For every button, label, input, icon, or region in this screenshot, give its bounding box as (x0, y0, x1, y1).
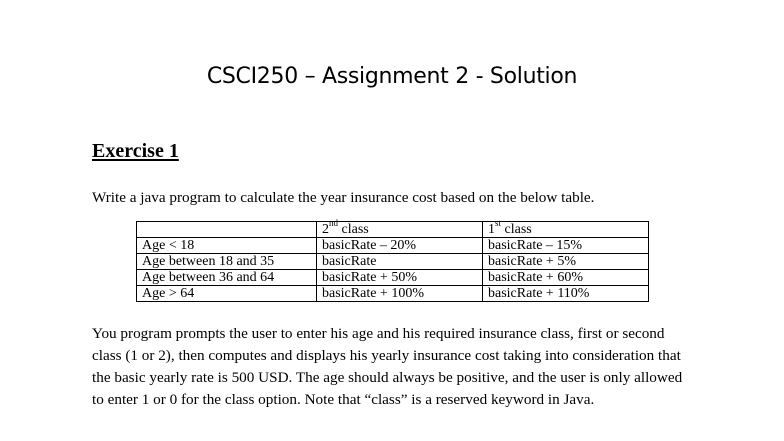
header-first-class-label: class (501, 222, 532, 237)
header-second-class-number: 2 (322, 222, 329, 237)
description-line: You program prompts the user to enter his age and his required insurance class, first or second (92, 325, 665, 342)
table-header-first-class (483, 218, 649, 238)
age-range-cell: Age between 36 and 64 (137, 270, 317, 286)
table-row (137, 270, 649, 286)
task-prompt: Write a java program to calculate the year insurance cost based on the below table. (92, 189, 595, 206)
exercise-heading: Exercise 1 (92, 140, 179, 162)
age-range-cell: Age < 18 (137, 238, 317, 254)
table-row (137, 238, 649, 254)
second-class-rate-cell: basicRate + 50% (317, 270, 483, 286)
exercise-description (92, 323, 722, 411)
age-range-cell: Age > 64 (137, 286, 317, 302)
header-first-class-suffix: st (495, 218, 502, 229)
table-header-empty-cell (137, 222, 317, 238)
table-row (137, 286, 649, 302)
table-header-second-class (317, 218, 483, 238)
second-class-rate-cell: basicRate – 20% (317, 238, 483, 254)
second-class-rate-cell: basicRate (317, 254, 483, 270)
header-second-class-suffix: nd (329, 218, 338, 229)
age-range-cell: Age between 18 and 35 (137, 254, 317, 270)
insurance-rate-table (136, 218, 649, 302)
first-class-rate-cell: basicRate – 15% (483, 238, 649, 254)
first-class-rate-cell: basicRate + 110% (483, 286, 649, 302)
table-row (137, 254, 649, 270)
description-line: class (1 or 2), then computes and displays his yearly insurance cost taking into consideration that (92, 347, 681, 364)
description-line: the basic yearly rate is 500 USD. The age should always be positive, and the user is only allowed (92, 369, 683, 386)
table-header-row (137, 222, 649, 238)
second-class-rate-cell: basicRate + 100% (317, 286, 483, 302)
first-class-rate-cell: basicRate + 60% (483, 270, 649, 286)
header-first-class-number: 1 (488, 222, 495, 237)
header-second-class-label: class (338, 222, 369, 237)
page-title: CSCI250 – Assignment 2 - Solution (206, 64, 578, 89)
description-line: to enter 1 or 0 for the class option. Note that “class” is a reserved keyword in Java. (92, 391, 595, 408)
first-class-rate-cell: basicRate + 5% (483, 254, 649, 270)
